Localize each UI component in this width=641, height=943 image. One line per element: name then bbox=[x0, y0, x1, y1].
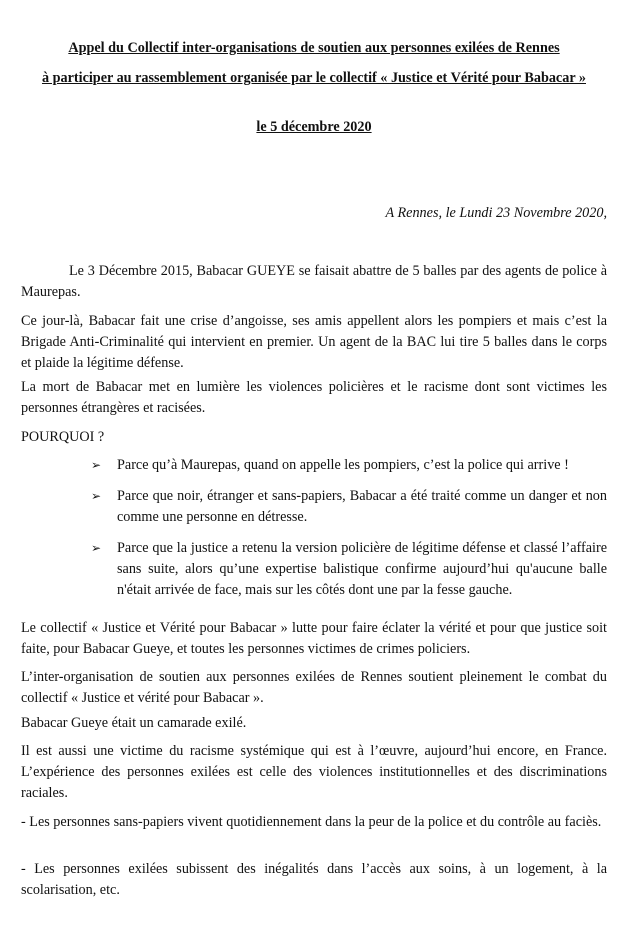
list-item-text: Parce que la justice a retenu la version policière de légitime défense et classé l’affaire sans suite, alors qu’une expertise balistique confirme aujourd’hui qu'aucune balle n'était arrivée de face, mais sur les côtés dont une par la fesse gauche. bbox=[117, 540, 607, 598]
paragraph-racism: Il est aussi une victime du racisme systémique qui est à l’œuvre, aujourd’hui encore, en France. L’expérience des personnes exilées est celle des violences institutionnelles et des discriminations raciales. bbox=[21, 743, 607, 801]
heading-date: le 5 décembre 2020 bbox=[256, 119, 372, 135]
paragraph-collective: Le collectif « Justice et Vérité pour Babacar » lutte pour faire éclater la vérité et pour que justice soit faite, pour Babacar Gueye, et toutes les personnes victimes de crimes policiers. bbox=[21, 620, 607, 657]
heading-line-1: Appel du Collectif inter-organisations de soutien aux personnes exilées de Rennes bbox=[68, 40, 560, 56]
list-item-text: Parce qu’à Maurepas, quand on appelle les pompiers, c’est la police qui arrive ! bbox=[117, 457, 569, 473]
place-date-line: A Rennes, le Lundi 23 Novembre 2020, bbox=[385, 205, 607, 221]
heading-line-2: à participer au rassemblement organisée par le collectif « Justice et Vérité pour Babacar » bbox=[41, 70, 586, 86]
list-item-text: Parce que noir, étranger et sans-papiers, Babacar a été traité comme un danger et non comme une personne en détresse. bbox=[117, 488, 607, 525]
reasons-list bbox=[91, 455, 607, 601]
paragraph-comrade: Babacar Gueye était un camarade exilé. bbox=[21, 715, 247, 731]
paragraph-that-day: Ce jour-là, Babacar fait une crise d’angoisse, ses amis appellent alors les pompiers et mais c’est la Brigade Anti-Criminalité qui intervient en premier. Un agent de la BAC lui tire 5 balles dans le corps et plaide la légitime défense. bbox=[21, 313, 607, 371]
arrow-bullet-icon: ➢ bbox=[91, 458, 102, 472]
arrow-bullet-icon: ➢ bbox=[91, 541, 102, 555]
paragraph-death: La mort de Babacar met en lumière les violences policières et le racisme dont sont victimes les personnes étrangères et racisées. bbox=[21, 379, 607, 416]
paragraph-why: POURQUOI ? bbox=[21, 429, 105, 445]
paragraph-support: L’inter-organisation de soutien aux personnes exilées de Rennes soutient pleinement le combat du collectif « Justice et vérité pour Babacar ». bbox=[21, 669, 607, 706]
paragraph-intro: Le 3 Décembre 2015, Babacar GUEYE se faisait abattre de 5 balles par des agents de police à Maurepas. bbox=[21, 263, 607, 300]
list-item bbox=[91, 538, 607, 601]
arrow-bullet-icon: ➢ bbox=[91, 489, 102, 503]
list-item bbox=[91, 486, 607, 528]
list-item bbox=[91, 455, 607, 476]
paragraph-sans-papiers: - Les personnes sans-papiers vivent quotidiennement dans la peur de la police et du contrôle au faciès. bbox=[21, 814, 602, 830]
paragraph-inequalities: - Les personnes exilées subissent des inégalités dans l’accès aux soins, à un logement, à la scolarisation, etc. bbox=[21, 861, 607, 898]
